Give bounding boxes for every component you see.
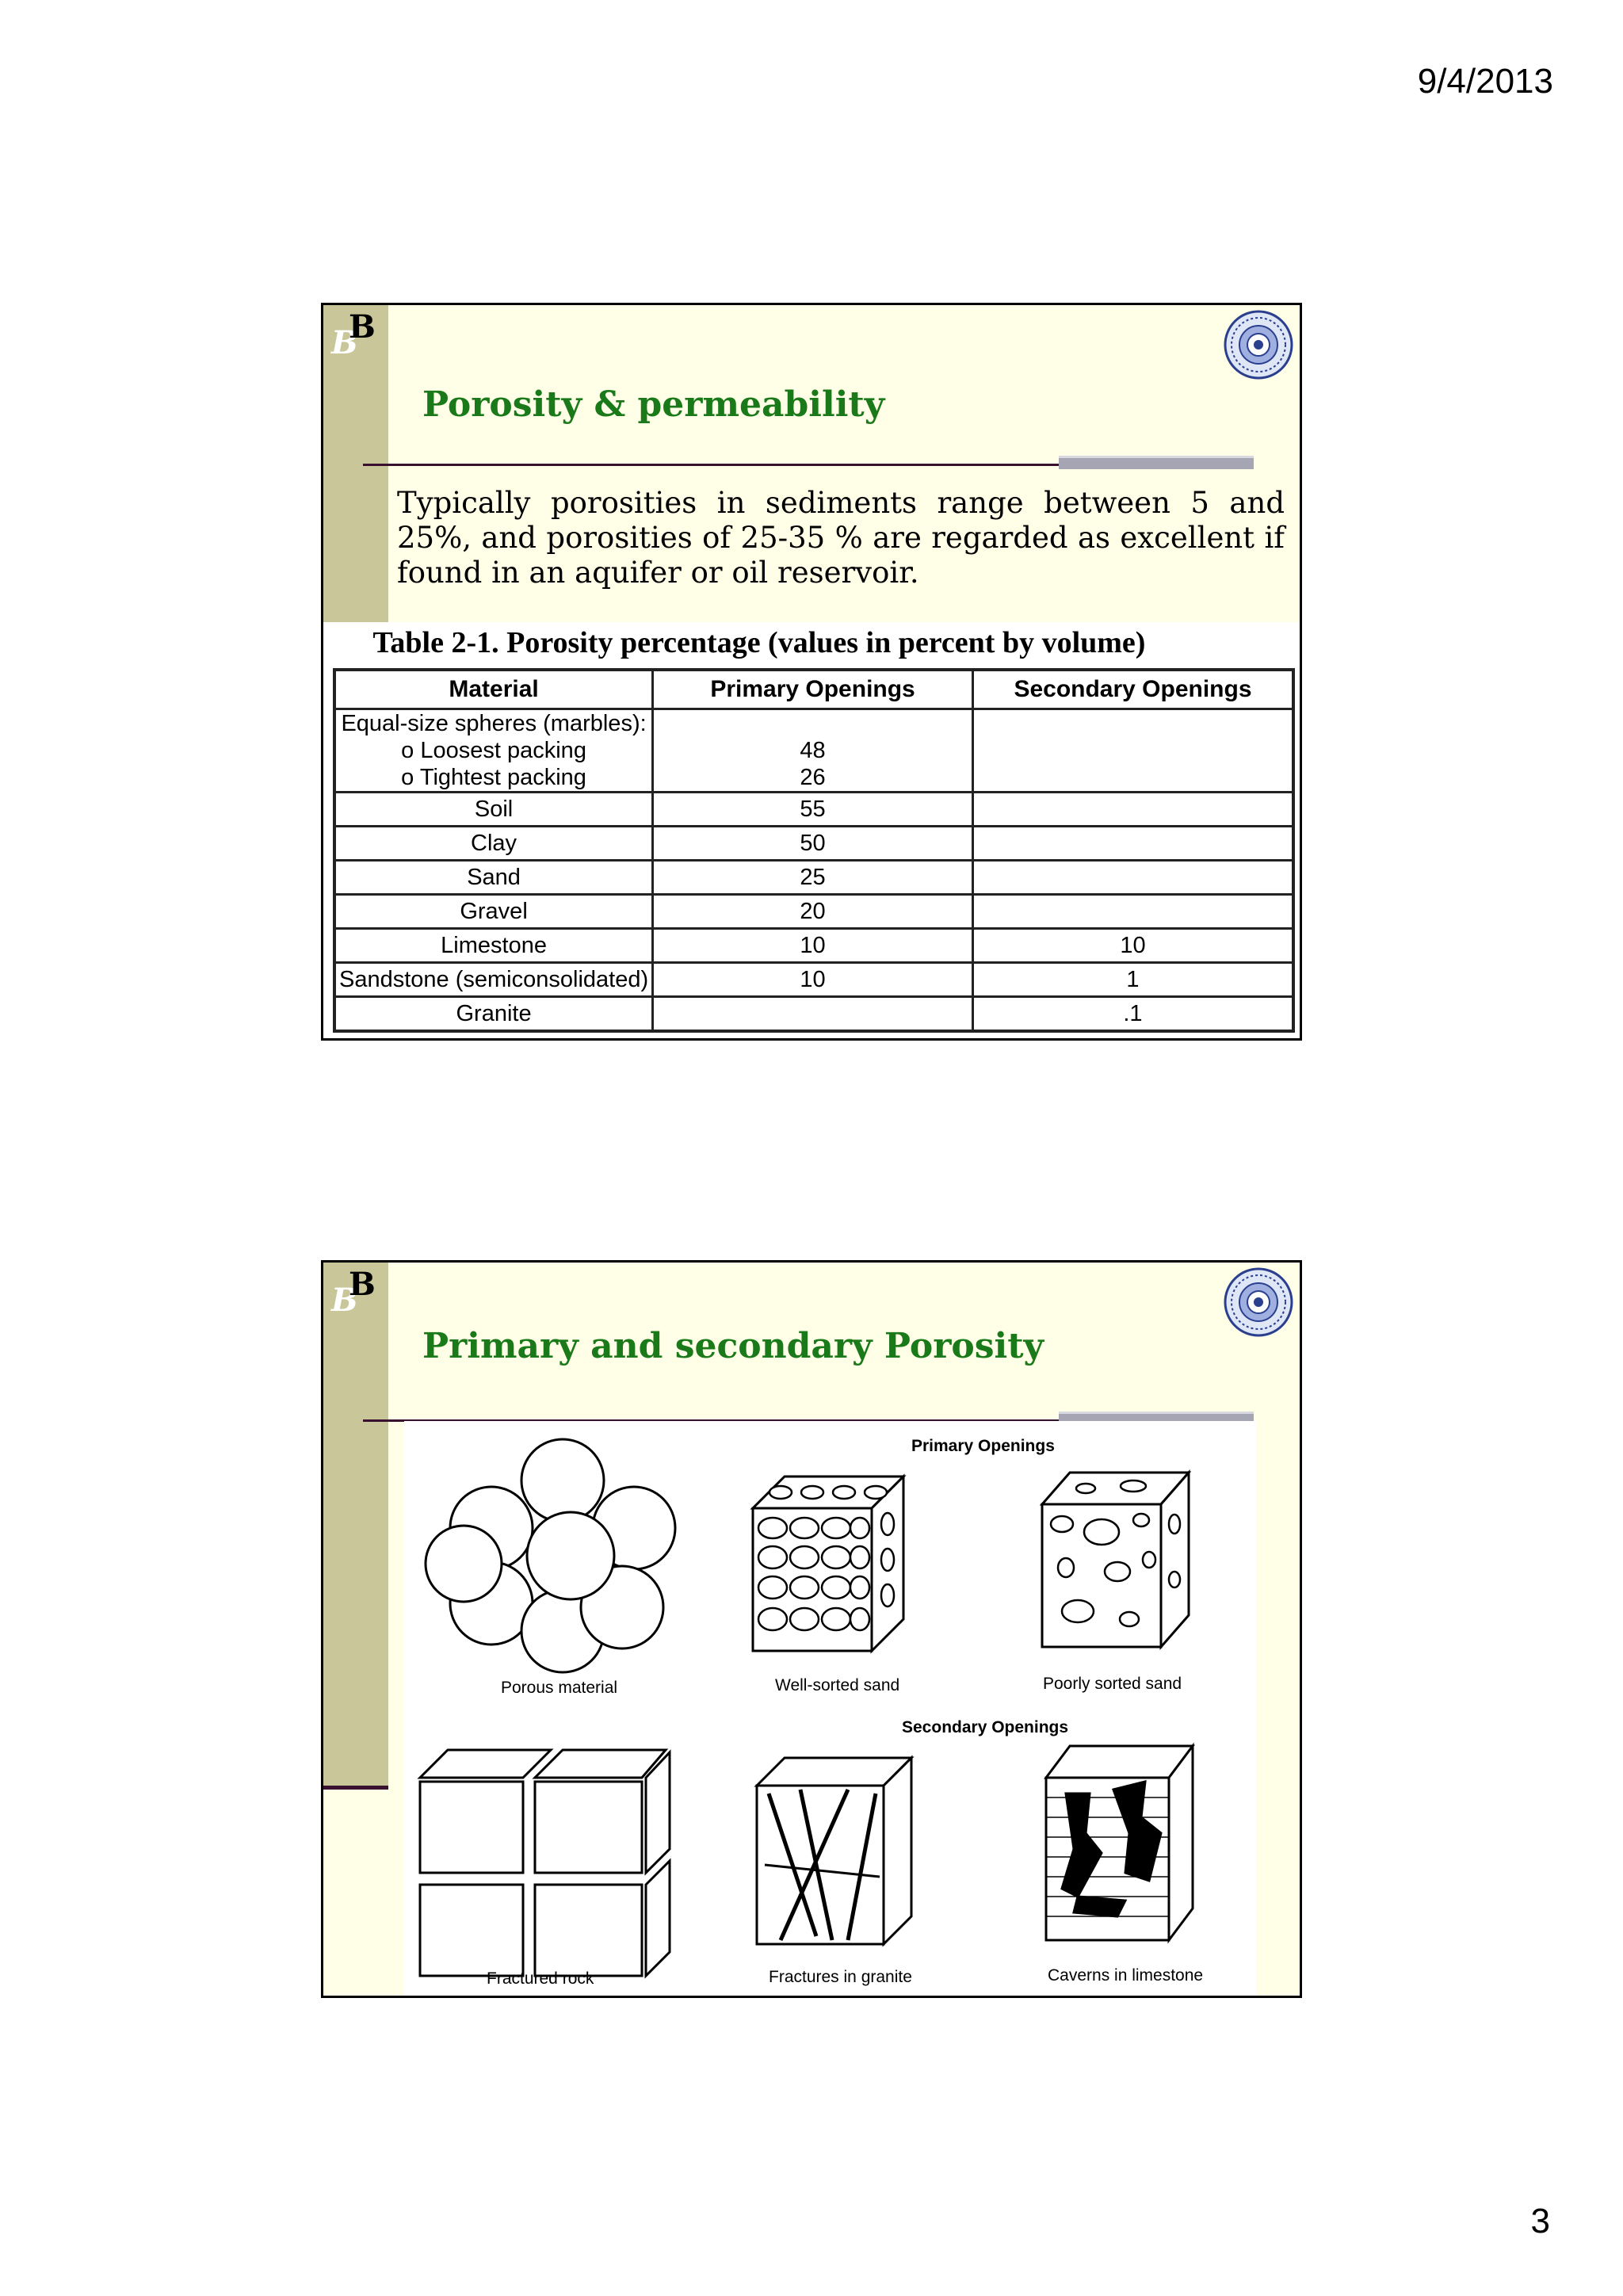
table-cell-primary: 55 [653,793,973,827]
poorly-sorted-sand-illustration [1042,1473,1189,1647]
table-cell-material: Gravel [334,895,653,929]
group-label: Equal-size spheres (marbles): [341,711,647,736]
porosity-types-figure [404,1421,1256,1996]
table-cell-secondary [972,709,1293,793]
table-cell-material [334,709,653,793]
page-date: 9/4/2013 [1417,62,1553,101]
sidebar-accent-bar [323,1786,388,1790]
bb-logo: B B [331,1266,376,1319]
group-row-primary: 26 [800,765,826,790]
title-divider [363,464,1179,466]
slide-title: Porosity & permeability [422,384,885,425]
well-sorted-sand-label: Well-sorted sand [775,1676,900,1694]
table-cell-primary: 10 [653,929,973,963]
porosity-table-image [323,622,1300,1041]
table-cell-secondary [972,895,1293,929]
table-cell-primary: 50 [653,827,973,861]
fractured-rock-illustration [420,1750,670,1976]
table-cell-material: Clay [334,827,653,861]
table-cell-primary [653,709,973,793]
table-cell-material: Sand [334,861,653,895]
table-caption: Table 2-1. Porosity percentage (values in percent by volume) [372,626,1146,659]
table-cell-primary: 20 [653,895,973,929]
group-row-primary: 48 [800,738,826,763]
fractures-in-granite-illustration [757,1758,911,1944]
table-cell-secondary [972,793,1293,827]
column-header-primary: Primary Openings [653,670,973,709]
table-cell-secondary: 1 [972,963,1293,997]
table-row [334,895,1293,929]
slide-body-text: Typically porosities in sediments range between 5 and 25%, and porosities of 25-35 % are regarded as excellent if found in an aquifer or oil reservoir. [397,486,1285,590]
porosity-table [333,668,1295,1033]
table-row [334,997,1293,1032]
page-number: 3 [1530,2202,1550,2241]
caverns-in-limestone-label: Caverns in limestone [1048,1966,1204,1985]
table-row [334,709,1293,793]
column-header-secondary: Secondary Openings [972,670,1293,709]
table-row [334,963,1293,997]
primary-openings-heading: Primary Openings [911,1437,1055,1455]
fractures-in-granite-label: Fractures in granite [769,1968,912,1986]
table-header-row [334,670,1293,709]
table-cell-secondary: 10 [972,929,1293,963]
table-row [334,861,1293,895]
table-cell-material: Soil [334,793,653,827]
table-row [334,793,1293,827]
caverns-in-limestone-illustration [1046,1746,1193,1940]
table-cell-secondary [972,861,1293,895]
table-cell-material: Granite [334,997,653,1032]
porous-material-illustration [426,1439,675,1672]
table-cell-primary: 10 [653,963,973,997]
group-row-material: o Tightest packing [401,765,586,790]
table-cell-secondary [972,827,1293,861]
fractured-rock-label: Fractured rock [487,1969,594,1988]
table-row [334,827,1293,861]
table-row [334,929,1293,963]
poorly-sorted-sand-label: Poorly sorted sand [1043,1675,1182,1693]
table-cell-primary: 25 [653,861,973,895]
institute-emblem-icon [1222,308,1295,381]
table-cell-material: Sandstone (semiconsolidated) [334,963,653,997]
slide-porosity-permeability [321,303,1302,1041]
slide-sidebar [323,1263,388,1786]
secondary-openings-heading: Secondary Openings [902,1718,1069,1736]
porous-material-label: Porous material [501,1679,618,1697]
well-sorted-sand-illustration [753,1477,903,1651]
slide-title: Primary and secondary Porosity [422,1326,1044,1366]
table-cell-primary [653,997,973,1032]
title-divider-accent [1059,456,1254,469]
slide-primary-secondary-porosity [321,1260,1302,1998]
institute-emblem-icon [1222,1266,1295,1339]
column-header-material: Material [334,670,653,709]
group-row-material: o Loosest packing [401,738,586,763]
table-cell-material: Limestone [334,929,653,963]
table-cell-secondary: .1 [972,997,1293,1032]
bb-logo: B B [331,308,376,361]
